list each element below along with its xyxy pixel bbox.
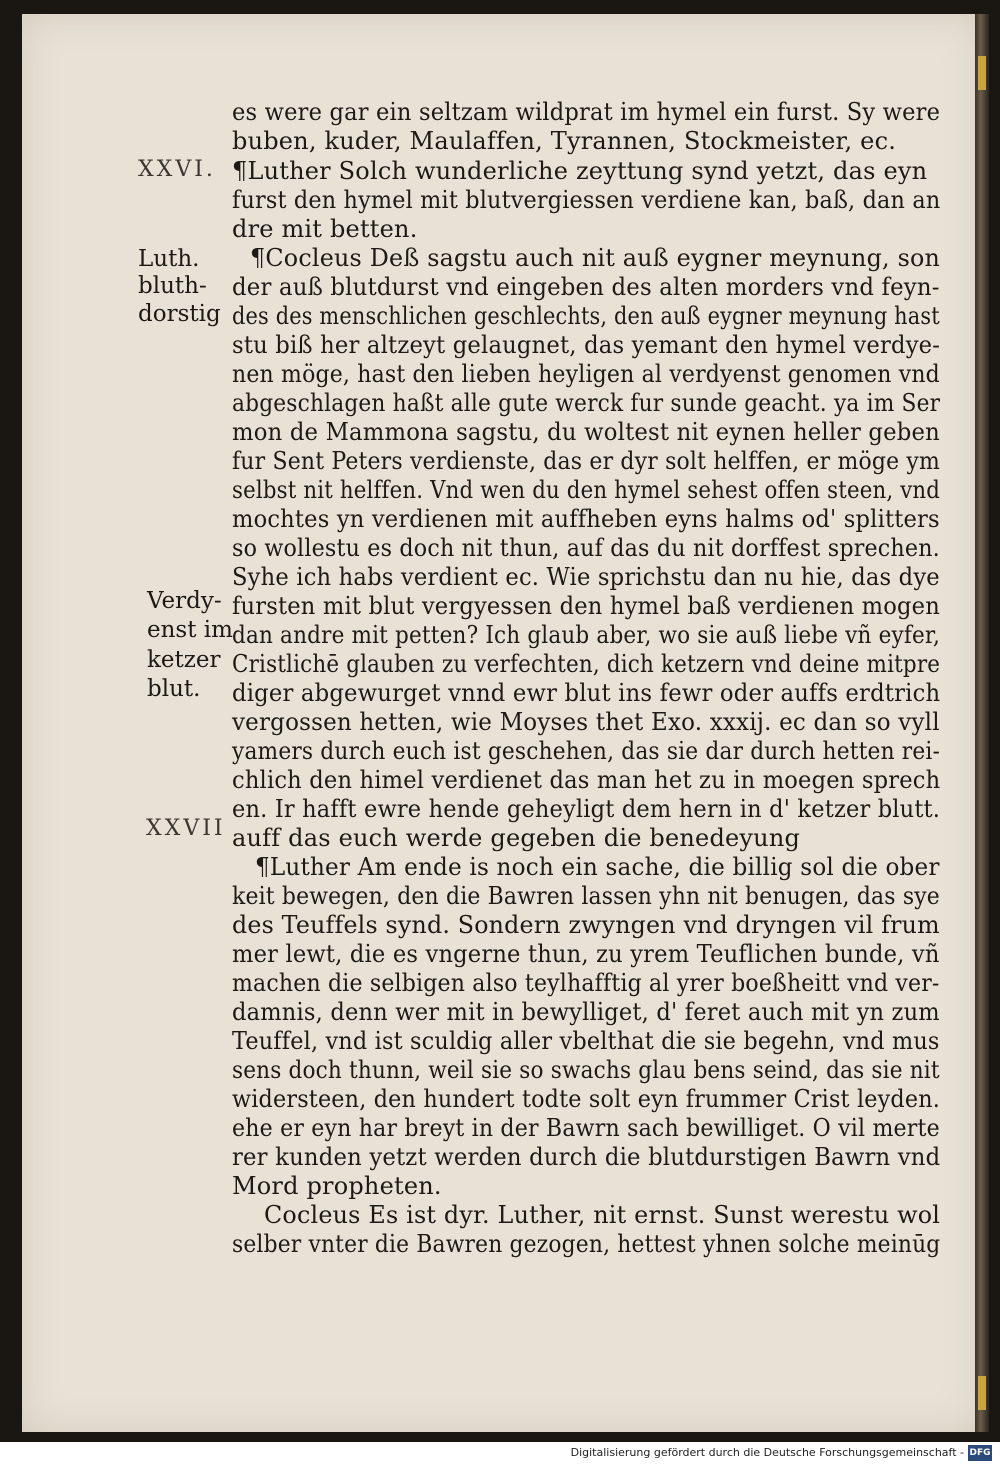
text-line: mochtes yn verdienen mit auffheben eyns halms od' splitters (232, 505, 940, 533)
text-line: fursten mit blut vergyessen den hymel baß verdienen mogen (232, 592, 940, 620)
margin-note-xxvii: XXVII (146, 816, 226, 841)
text-line: nen möge, hast den lieben heyligen al verdyenst genomen vnd (232, 360, 940, 388)
text-line: ¶Cocleus Deß sagstu auch nit auß eygner meynung, son (250, 244, 941, 272)
text-line: ¶Luther Solch wunderliche zeyttung synd yetzt, das eyn (232, 157, 928, 185)
text-line: es were gar ein seltzam wildprat im hymel ein furst. Sy were (232, 98, 941, 126)
text-line: auff das euch werde gegeben die benedeyung (232, 824, 801, 852)
margin-note-blut: blut. (147, 676, 201, 702)
text-line: widersteen, den hundert todte solt eyn frummer Crist leyden. (232, 1085, 940, 1113)
text-line: so wollestu es doch nit thun, auf das du nit dorffest sprechen. (232, 534, 940, 562)
margin-note-ketzer: ketzer (147, 647, 221, 673)
text-line: Cocleus Es ist dyr. Luther, nit ernst. Sunst werestu wol (264, 1201, 941, 1229)
margin-note-verdyenst: Verdy- (147, 588, 222, 614)
text-line: Mord propheten. (232, 1172, 442, 1200)
text-line: chlich den himel verdienet das man het zu in moegen sprech (232, 766, 941, 794)
book-binding-edge (975, 14, 989, 1432)
text-line: selber vnter die Bawren gezogen, hettest yhnen solche meinūg (232, 1230, 941, 1258)
text-line: Syhe ich habs verdient ec. Wie sprichstu dan nu hie, das dye (232, 563, 940, 591)
margin-note-bluth: bluth- (138, 273, 207, 299)
margin-note-dorstig: dorstig (138, 301, 221, 327)
text-line: mon de Mammona sagstu, du woltest nit eynen heller geben (232, 418, 940, 446)
text-line: stu biß her altzeyt gelaugnet, das yemant den hymel verdye- (232, 331, 941, 359)
margin-note-xxvi: XXVI. (138, 157, 216, 182)
text-line: mer lewt, die es vngerne thun, zu yrem Teuflichen bunde, vñ (232, 940, 940, 968)
dfg-logo: DFG (968, 1445, 992, 1461)
margin-note-enst-im: enst im (147, 617, 233, 643)
text-line: yamers durch euch ist geschehen, das sie dar durch hetten rei- (232, 737, 941, 765)
text-line: sens doch thunn, weil sie so swachs glau bens seind, das sie nit (232, 1056, 940, 1084)
text-line: des des menschlichen geschlechts, den auß eygner meynung hast (232, 302, 940, 330)
text-line: vergossen hetten, wie Moyses thet Exo. xxxij. ec dan so vyll (232, 708, 940, 736)
margin-note-luth: Luth. (138, 246, 200, 272)
text-line: diger abgewurget vnnd ewr blut ins fewr oder auffs erdtrich (232, 679, 941, 707)
page-edge-marker (978, 56, 986, 90)
text-line: selbst nit helffen. Vnd wen du den hymel sehest offen steen, vnd (232, 476, 941, 504)
page-edge-marker (978, 1376, 986, 1410)
text-line: machen die selbigen also teylhafftig al yrer boeßheitt vnd ver- (232, 969, 940, 997)
footer-bar (0, 1442, 1000, 1466)
text-line: rer kunden yetzt werden durch die blutdurstigen Bawrn vnd (232, 1143, 941, 1171)
text-line: fur Sent Peters verdienste, das er dyr solt helffen, er möge ym (232, 447, 941, 475)
text-line: der auß blutdurst vnd eingeben des alten morders vnd feyn- (232, 273, 940, 301)
text-line: Teuffel, vnd ist sculdig aller vbelthat die sie begehn, vnd mus (232, 1027, 940, 1055)
text-line: damnis, denn wer mit in bewylliget, d' feret auch mit yn zum (232, 998, 940, 1026)
text-line: Cristlichē glauben zu verfechten, dich ketzern vnd deine mitpre (232, 650, 941, 678)
text-line: buben, kuder, Maulaffen, Tyrannen, Stockmeister, ec. (232, 127, 897, 155)
text-line: dan andre mit petten? Ich glaub aber, wo sie auß liebe vñ eyfer, (232, 621, 941, 649)
text-line: furst den hymel mit blutvergiessen verdiene kan, baß, dan an (232, 186, 941, 214)
text-line: en. Ir hafft ewre hende geheyligt dem hern in d' ketzer blutt. (232, 795, 941, 823)
text-line: ehe er eyn har breyt in der Bawrn sach bewilliget. O vil merte (232, 1114, 940, 1142)
text-line: keit bewegen, den die Bawren lassen yhn nit benugen, das sye (232, 882, 940, 910)
text-line: dre mit betten. (232, 215, 418, 243)
text-line: abgeschlagen haßt alle gute werck fur sunde geacht. ya im Ser (232, 389, 941, 417)
footer-credit: Digitalisierung gefördert durch die Deutsche Forschungsgemeinschaft - (570, 1446, 964, 1459)
text-line: ¶Luther Am ende is noch ein sache, die billig sol die ober (255, 853, 940, 881)
text-line: des Teuffels synd. Sondern zwyngen vnd dryngen vil frum (232, 911, 940, 939)
